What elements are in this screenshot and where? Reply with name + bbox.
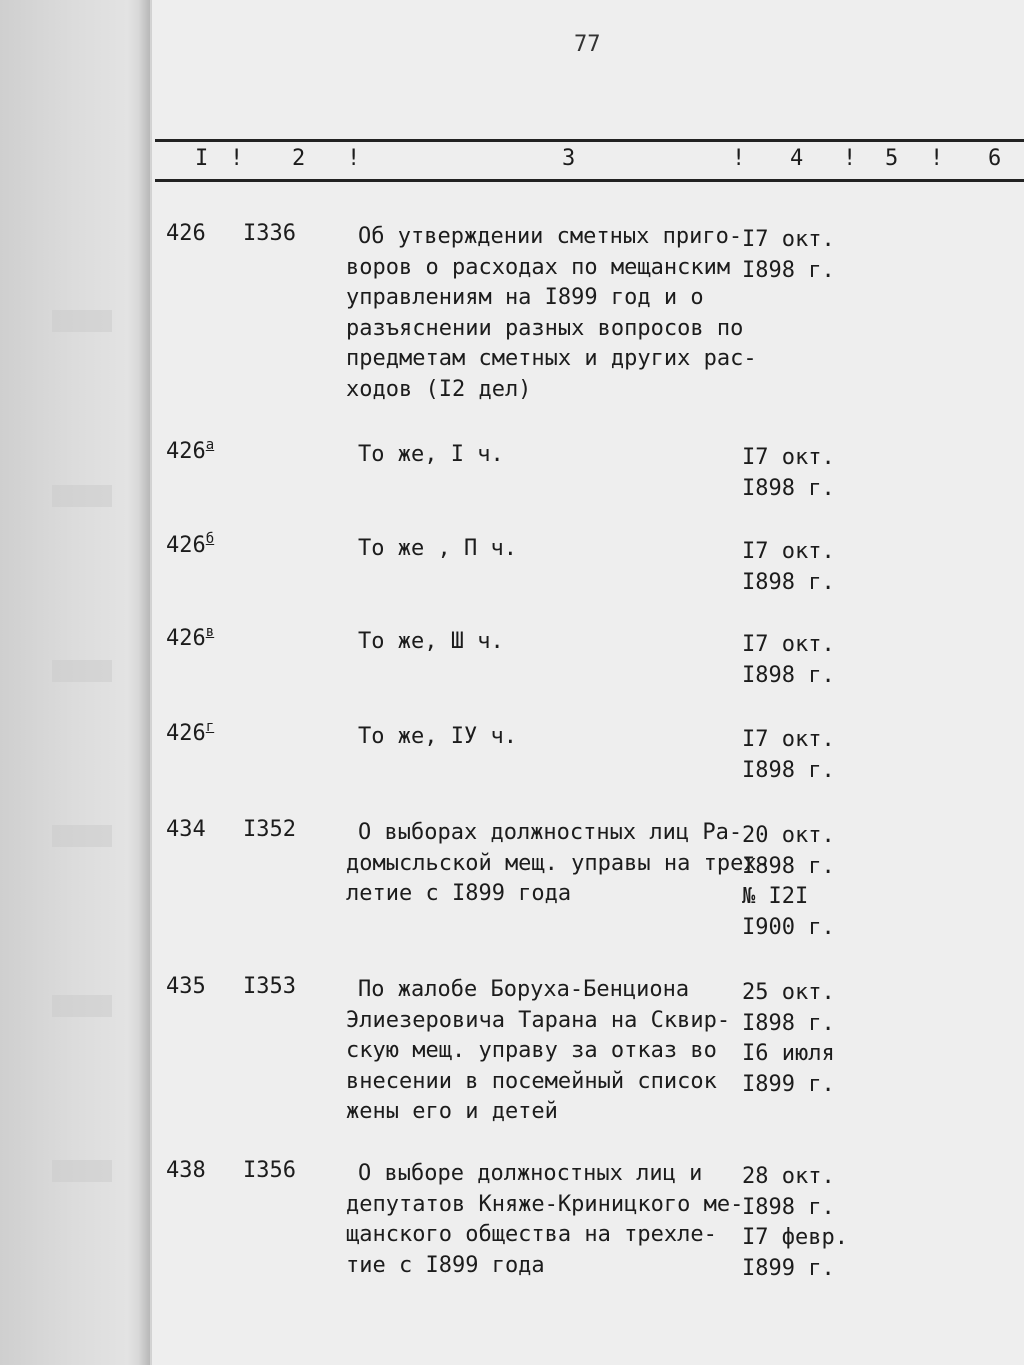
title-line: разъяснении разных вопросов по	[346, 315, 744, 341]
title-line: домысльской мещ. управы на трех-	[346, 850, 770, 876]
date-line: 28 окт.	[742, 1164, 835, 1189]
file-number: I353	[243, 974, 296, 999]
bleed-through-mark	[52, 1160, 112, 1182]
date-line: I7 окт.	[742, 227, 835, 252]
date-line: I7 окт.	[742, 727, 835, 752]
title-line: летие с I899 года	[346, 881, 572, 906]
record-number-value: 426	[166, 221, 206, 246]
column-header-3: 3	[562, 146, 576, 171]
date-line: I898 г.	[742, 1010, 835, 1036]
column-separator: !	[732, 146, 746, 171]
date-line: 25 окт.	[742, 980, 835, 1005]
column-header-1: I	[195, 146, 209, 171]
gutter-shadow	[138, 0, 152, 1365]
page-number: 77	[574, 32, 601, 57]
title-line: воров о расходах по мещанским	[346, 254, 731, 280]
column-header-4: 4	[790, 146, 804, 171]
date-line: № I2I	[742, 884, 809, 909]
record-number-value: 438	[166, 1158, 206, 1183]
title-line: тие с I899 года	[346, 1252, 545, 1278]
record-number	[166, 437, 214, 470]
record-number-value: 435	[166, 974, 206, 999]
title-line: предметам сметных и других рас-	[346, 346, 757, 371]
bleed-through-mark	[52, 825, 112, 847]
record-number-suffix: б	[205, 531, 215, 547]
date-line: I900 г.	[742, 914, 835, 940]
column-separator: !	[930, 146, 944, 171]
date-line: I898 г.	[742, 662, 835, 688]
title-line: То же, Ш ч.	[358, 629, 504, 654]
title-line: То же, I ч.	[358, 442, 504, 467]
title-line: По жалобе Боруха-Бенциона	[358, 977, 690, 1002]
record-number-suffix: а	[205, 437, 215, 453]
record-number	[166, 1156, 206, 1187]
date-line: I6 июля	[742, 1041, 835, 1066]
column-header-2: 2	[292, 146, 306, 171]
record-number-value: 426	[166, 439, 206, 464]
title-line: Об утверждении сметных приго-	[358, 224, 743, 249]
bleed-through-mark	[52, 310, 112, 332]
record-number-value: 426	[166, 721, 206, 746]
record-number	[166, 219, 206, 250]
bleed-through-mark	[52, 660, 112, 682]
date-line: I898 г.	[742, 853, 835, 879]
date-line: I898 г.	[742, 475, 835, 501]
column-separator: !	[843, 146, 857, 171]
file-number: I336	[243, 221, 296, 246]
date-line: I7 окт.	[742, 632, 835, 657]
date-line: I898 г.	[742, 1194, 835, 1220]
date-line: I898 г.	[742, 757, 835, 783]
title-line: скую мещ. управу за отказ во	[346, 1038, 717, 1063]
header-rule-bottom	[155, 179, 1024, 182]
record-number-suffix: г	[205, 719, 215, 735]
record-number-value: 434	[166, 817, 206, 842]
title-line: жены его и детей	[346, 1099, 558, 1124]
record-number	[166, 531, 214, 564]
date-line: I898 г.	[742, 257, 835, 283]
bleed-through-mark	[52, 995, 112, 1017]
date-line: 20 окт.	[742, 823, 835, 848]
file-number: I356	[243, 1158, 296, 1183]
column-separator: !	[347, 146, 361, 171]
title-line: То же , П ч.	[358, 536, 517, 561]
title-line: управлениям на I899 год и о	[346, 285, 704, 310]
date-line: I7 окт.	[742, 445, 835, 470]
record-number	[166, 815, 206, 846]
header-rule-top	[155, 139, 1024, 142]
column-header-5: 5	[885, 146, 899, 171]
bleed-through-mark	[52, 485, 112, 507]
title-line: О выборах должностных лиц Ра-	[358, 820, 743, 845]
date-line: I898 г.	[742, 569, 835, 595]
title-line: То же, IУ ч.	[358, 724, 517, 749]
record-number	[166, 719, 214, 752]
title-line: ходов (I2 дел)	[346, 376, 532, 402]
date-line: I7 февр.	[742, 1225, 848, 1250]
column-header-6: 6	[988, 146, 1002, 171]
title-line: Элиезеровича Тарана на Сквир-	[346, 1007, 731, 1033]
record-number	[166, 624, 214, 657]
record-number-value: 426	[166, 533, 206, 558]
title-line: щанского общества на трехле-	[346, 1222, 717, 1247]
date-line: I899 г.	[742, 1071, 835, 1097]
title-line: О выборе должностных лиц и	[358, 1161, 703, 1186]
file-number: I352	[243, 817, 296, 842]
date-line: I7 окт.	[742, 539, 835, 564]
record-number	[166, 972, 206, 1003]
title-line: внесении в посемейный список	[346, 1068, 717, 1094]
record-number-value: 426	[166, 626, 206, 651]
column-separator: !	[230, 146, 244, 171]
record-number-suffix: в	[205, 624, 215, 640]
title-line: депутатов Княже-Криницкого ме-	[346, 1191, 744, 1217]
date-line: I899 г.	[742, 1255, 835, 1281]
